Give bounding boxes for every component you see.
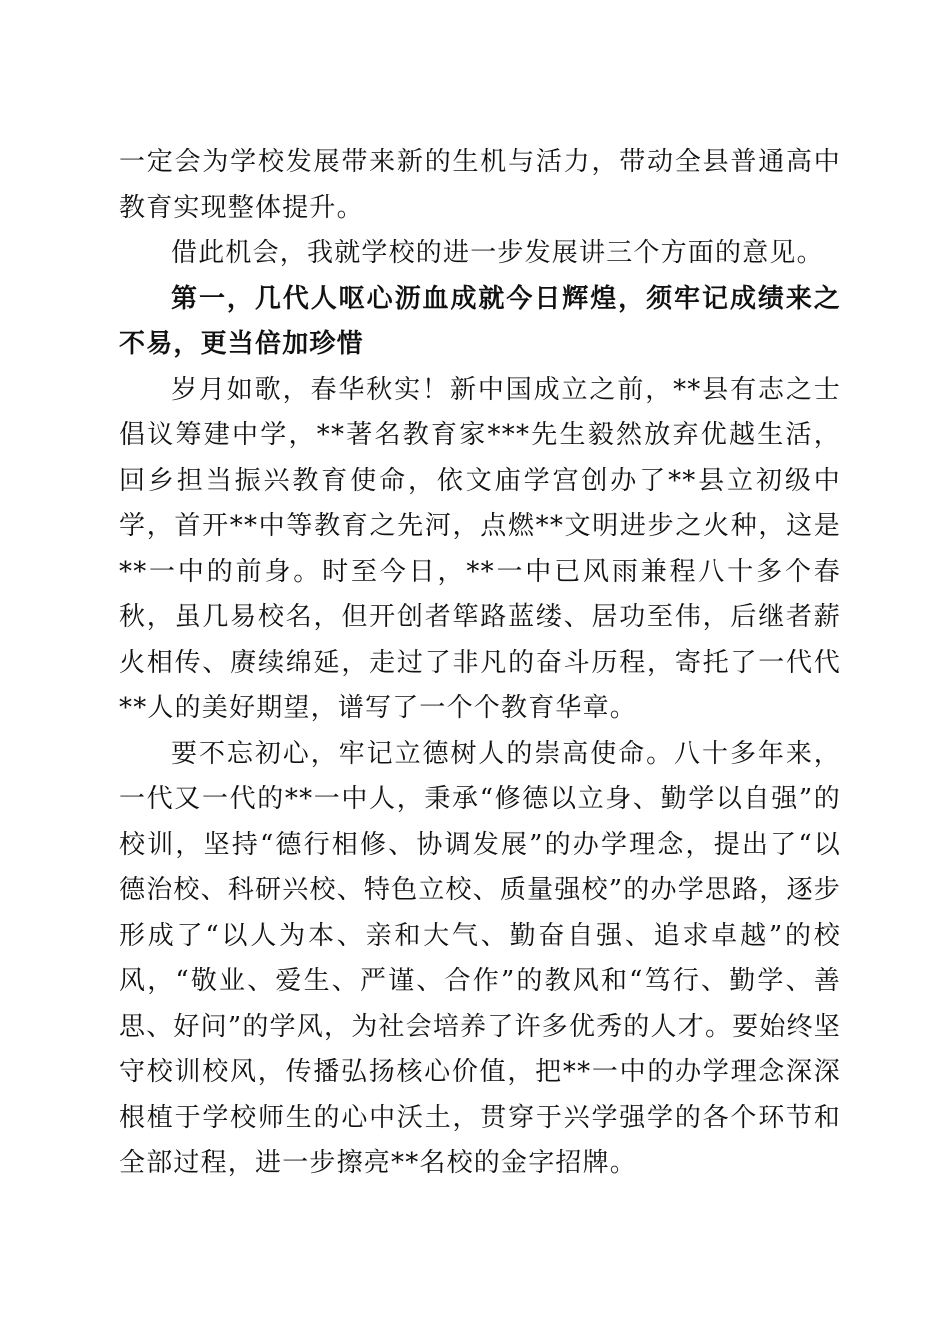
paragraph-continuation: 一定会为学校发展带来新的生机与活力，带动全县普通高中教育实现整体提升。: [119, 147, 841, 223]
paragraph-history: 岁月如歌，春华秋实！新中国成立之前，**县有志之士倡议筹建中学，**著名教育家***先生毅然放弃优越生活，回乡担当振兴教育使命，依文庙学宫创办了**县立初级中学，首开**中等教育之先河，点燃**文明进步之火种，这是**一中的前身。时至今日，**一中已风雨兼程八十多个春秋，虽几易校名，但开创者筚路蓝缕、居功至伟，后继者薪火相传、赓续绵延，走过了非凡的奋斗历程，寄托了一代代**人的美好期望，谱写了一个个教育华章。: [119, 374, 841, 723]
document-body: [119, 140, 841, 1187]
paragraph-intro: 借此机会，我就学校的进一步发展讲三个方面的意见。: [171, 238, 824, 268]
section-heading-first: 第一，几代人呕心沥血成就今日辉煌，须牢记成绩来之不易，更当倍加珍惜: [119, 283, 841, 359]
paragraph-mission: 要不忘初心，牢记立德树人的崇高使命。八十多年来，一代又一代的**一中人，秉承“修德以立身、勤学以自强”的校训，坚持“德行相修、协调发展”的办学理念，提出了“以德治校、科研兴校、特色立校、质量强校”的办学思路，逐步形成了“以人为本、亲和大气、勤奋自强、追求卓越”的校风，“敬业、爱生、严谨、合作”的教风和“笃行、勤学、善思、好问”的学风，为社会培养了许多优秀的人才。要始终坚守校训校风，传播弘扬核心价值，把**一中的办学理念深深根植于学校师生的心中沃土，贯穿于兴学强学的各个环节和全部过程，进一步擦亮**名校的金字招牌。: [119, 738, 841, 1178]
